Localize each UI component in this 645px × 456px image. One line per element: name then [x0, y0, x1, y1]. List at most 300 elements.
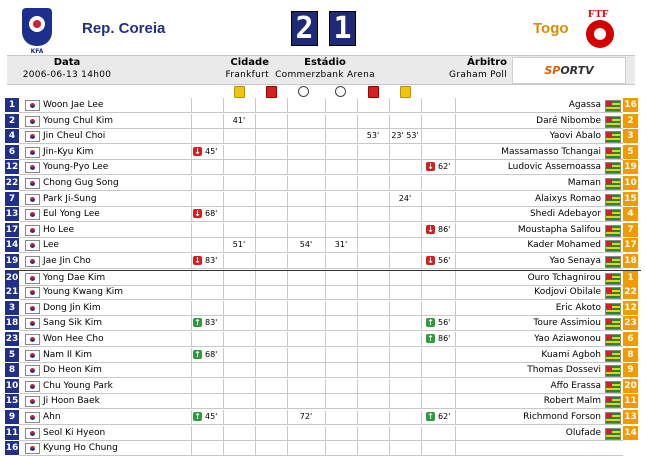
column-divider	[389, 394, 390, 408]
column-divider	[421, 332, 422, 346]
column-divider	[287, 348, 288, 362]
home-shirt-number: 21	[5, 287, 19, 298]
home-player-name[interactable]: Woon Jae Lee	[43, 100, 104, 110]
korea-flag-icon	[25, 256, 40, 267]
away-sub-minute: 62'	[438, 162, 451, 172]
column-divider	[421, 348, 422, 362]
home-player-name[interactable]: Park Ji-Sung	[43, 193, 97, 204]
home-player-name[interactable]: Nam Il Kim	[43, 349, 93, 360]
column-divider	[287, 271, 288, 285]
home-shirt-number: 6	[5, 145, 19, 159]
away-player-name[interactable]: Kader Mohamed	[527, 240, 601, 251]
column-divider	[255, 363, 256, 377]
togo-flag-icon	[605, 303, 621, 315]
home-player-name[interactable]: Young Kwang Kim	[43, 287, 124, 298]
ftf-ball-icon	[586, 20, 614, 48]
column-divider	[255, 98, 256, 112]
column-divider	[421, 363, 422, 377]
away-player-name[interactable]: Yao Aziawonou	[534, 334, 601, 344]
away-player-name[interactable]: Yao Senaya	[549, 256, 601, 266]
home-player-name[interactable]: Dong Jin Kim	[43, 302, 101, 313]
home-shirt-number: 1	[5, 98, 19, 112]
column-divider	[421, 238, 422, 252]
column-divider	[357, 410, 358, 424]
togo-flag-icon	[605, 318, 621, 330]
column-divider	[389, 254, 390, 268]
column-divider	[325, 426, 326, 440]
column-divider	[357, 114, 358, 128]
home-shirt-number: 13	[5, 209, 19, 220]
column-divider	[255, 192, 256, 206]
column-divider	[255, 348, 256, 362]
column-divider	[389, 379, 390, 393]
away-shirt-number: 12	[624, 302, 637, 313]
away-shirt-number: 11	[624, 396, 637, 407]
column-divider	[325, 394, 326, 408]
korea-flag-icon	[25, 131, 40, 142]
column-divider	[421, 394, 422, 408]
column-divider	[325, 98, 326, 112]
column-divider	[421, 379, 422, 393]
column-divider	[357, 223, 358, 237]
column-divider	[287, 192, 288, 206]
korea-flag-icon	[25, 162, 40, 173]
away-player-name[interactable]: Alaixys Romao	[534, 193, 601, 204]
home-shirt-number: 20	[5, 272, 19, 283]
home-shirt-number: 2	[5, 114, 19, 128]
column-divider	[357, 441, 358, 455]
column-divider	[357, 145, 358, 159]
togo-flag-icon	[605, 396, 621, 408]
column-divider	[389, 426, 390, 440]
away-yellow-minute: 24'	[398, 193, 412, 203]
column-divider	[325, 176, 326, 190]
sportv-logo: SPORTV	[512, 57, 626, 84]
home-shirt-number: 18	[5, 318, 19, 329]
away-shirt-number: 16	[624, 100, 637, 110]
togo-flag-icon	[605, 147, 621, 159]
togo-flag-icon	[605, 412, 621, 424]
away-shirt-number: 18	[624, 256, 637, 266]
info-data	[7, 56, 127, 84]
home-player-name[interactable]: Kyung Ho Chung	[43, 443, 118, 454]
away-player-name[interactable]: Maman	[567, 178, 601, 188]
column-divider	[223, 98, 224, 112]
column-divider	[325, 129, 326, 143]
away-red-card-icon	[368, 86, 379, 98]
column-divider	[255, 223, 256, 237]
home-shirt-number: 8	[5, 363, 19, 377]
column-divider	[287, 145, 288, 159]
korea-flag-icon	[25, 334, 40, 345]
away-shirt-number: 7	[623, 223, 638, 237]
kfa-label: KFA	[30, 48, 44, 55]
away-red-minute: 53'	[366, 131, 380, 141]
home-shirt-number: 23	[5, 334, 19, 344]
column-divider	[223, 348, 224, 362]
away-shirt-number: 6	[623, 332, 638, 346]
home-player-name[interactable]: Won Hee Cho	[43, 334, 104, 344]
column-divider	[255, 441, 256, 455]
column-divider	[255, 379, 256, 393]
home-shirt-number: 17	[5, 224, 19, 235]
table-row	[5, 270, 641, 286]
column-divider	[255, 114, 256, 128]
togo-flag-icon	[605, 350, 621, 362]
togo-flag-icon	[605, 100, 621, 112]
column-divider	[255, 426, 256, 440]
away-shirt-number: 20	[624, 380, 637, 391]
togo-flag-icon	[605, 365, 621, 377]
korea-flag-icon	[25, 100, 40, 111]
away-shirt-number: 14	[624, 427, 637, 438]
table-row	[5, 207, 641, 222]
table-row	[5, 394, 641, 409]
away-score: 1	[329, 11, 356, 46]
home-red-card-icon	[266, 86, 277, 98]
korea-flag-icon	[25, 287, 40, 298]
column-divider	[191, 114, 192, 128]
column-divider	[223, 145, 224, 159]
column-divider	[287, 160, 288, 174]
korea-flag-icon	[25, 365, 40, 376]
away-sub-minute: 56'	[438, 318, 451, 328]
column-divider	[421, 129, 422, 143]
away-player-name[interactable]: Daré Nibombe	[536, 115, 601, 126]
column-divider	[223, 363, 224, 377]
away-shirt-number: 15	[624, 193, 637, 204]
away-player-name[interactable]: Toure Assimiou	[533, 318, 601, 329]
togo-flag-icon	[605, 273, 621, 285]
column-divider	[191, 192, 192, 206]
column-divider	[223, 271, 224, 285]
column-divider	[357, 316, 358, 330]
away-player-name[interactable]: Olufade	[565, 427, 601, 438]
column-divider	[389, 363, 390, 377]
togo-flag-icon	[605, 256, 621, 268]
column-divider	[389, 410, 390, 424]
column-divider	[287, 316, 288, 330]
home-shirt-number: 3	[5, 301, 19, 315]
sub-in-arrow-icon: ↑	[194, 412, 201, 421]
column-divider	[223, 332, 224, 346]
column-divider	[357, 348, 358, 362]
column-divider	[255, 271, 256, 285]
home-sub-minute: 83'	[205, 318, 218, 328]
table-row	[5, 285, 641, 300]
column-divider	[389, 332, 390, 346]
home-shirt-number: 14	[5, 240, 19, 251]
korea-flag-icon	[25, 350, 40, 361]
korea-flag-icon	[25, 273, 40, 284]
column-divider	[421, 301, 422, 315]
column-divider	[325, 441, 326, 455]
table-row	[5, 379, 641, 394]
column-divider	[255, 129, 256, 143]
column-divider	[191, 223, 192, 237]
sub-out-arrow-icon: ↓	[427, 224, 434, 234]
home-player-name[interactable]: Chong Gug Song	[43, 178, 119, 188]
info-arbitro-label: Árbitro	[467, 57, 507, 68]
column-divider	[191, 316, 192, 330]
korea-flag-icon	[25, 443, 40, 454]
sub-out-arrow-icon: ↓	[427, 162, 434, 172]
home-player-name[interactable]: Ahn	[43, 412, 61, 422]
sub-out-arrow-icon: ↓	[194, 209, 201, 219]
column-divider	[325, 316, 326, 330]
home-player-name[interactable]: Ho Lee	[43, 224, 75, 235]
column-divider	[389, 285, 390, 299]
away-player-name[interactable]: Shedi Adebayor	[529, 209, 601, 220]
column-divider	[255, 254, 256, 268]
togo-flag-icon	[605, 381, 621, 393]
column-divider	[223, 129, 224, 143]
column-divider	[255, 394, 256, 408]
away-shirt-number: 2	[623, 114, 638, 128]
home-shirt-number: 15	[5, 396, 19, 407]
info-cidade	[157, 56, 269, 84]
korea-flag-icon	[25, 147, 40, 158]
column-divider	[223, 192, 224, 206]
away-sub-minute: 62'	[438, 412, 451, 421]
column-divider	[287, 254, 288, 268]
home-shirt-number: 11	[5, 427, 19, 438]
info-estadio-label: Estádio	[304, 57, 346, 68]
column-divider	[325, 254, 326, 268]
table-row	[5, 145, 641, 160]
korea-flag-icon	[25, 381, 40, 392]
korea-flag-icon	[25, 318, 40, 329]
column-divider	[357, 379, 358, 393]
info-estadio-value: Commerzbank Arena	[275, 70, 375, 80]
column-divider	[255, 145, 256, 159]
column-divider	[389, 238, 390, 252]
column-divider	[389, 301, 390, 315]
korea-flag-icon	[25, 396, 40, 407]
home-shirt-number: 12	[5, 162, 19, 173]
column-divider	[325, 114, 326, 128]
column-divider	[421, 207, 422, 221]
away-player-name[interactable]: Eric Akoto	[555, 302, 601, 313]
home-player-name[interactable]: Eul Yong Lee	[43, 209, 100, 220]
away-player-name[interactable]: Yaovi Abalo	[549, 131, 601, 142]
togo-flag-icon	[605, 428, 621, 440]
away-shirt-number: 1	[623, 271, 638, 285]
column-divider	[389, 207, 390, 221]
sub-in-arrow-icon: ↑	[194, 318, 201, 328]
away-yellow-card-icon	[400, 86, 411, 98]
column-divider	[287, 379, 288, 393]
column-divider	[287, 223, 288, 237]
away-player-name[interactable]: Thomas Dossevi	[527, 365, 601, 376]
column-divider	[421, 441, 422, 455]
table-row	[5, 332, 641, 347]
column-divider	[357, 271, 358, 285]
home-shirt-number: 16	[5, 443, 19, 454]
korea-flag-icon	[25, 303, 40, 314]
column-divider	[223, 426, 224, 440]
column-divider	[325, 410, 326, 424]
home-shirt-number: 22	[5, 178, 19, 188]
column-divider	[357, 285, 358, 299]
column-divider	[421, 254, 422, 268]
away-player-name[interactable]: Affo Erassa	[550, 380, 601, 391]
column-divider	[191, 207, 192, 221]
column-divider	[223, 207, 224, 221]
column-divider	[357, 192, 358, 206]
column-divider	[191, 426, 192, 440]
column-divider	[191, 394, 192, 408]
column-divider	[357, 98, 358, 112]
home-shirt-number: 9	[5, 410, 19, 424]
info-arbitro	[387, 56, 507, 84]
column-divider	[357, 238, 358, 252]
home-player-name[interactable]: Sang Sik Kim	[43, 318, 102, 329]
column-divider	[255, 207, 256, 221]
column-divider	[287, 301, 288, 315]
away-player-name[interactable]: Agassa	[568, 100, 601, 110]
home-player-name[interactable]: Yong Dae Kim	[43, 272, 106, 283]
home-player-name[interactable]: Do Heon Kim	[43, 365, 102, 376]
column-divider	[325, 223, 326, 237]
togo-flag-icon	[605, 225, 621, 237]
sub-out-arrow-icon: ↓	[194, 146, 201, 156]
column-divider	[287, 394, 288, 408]
column-divider	[223, 441, 224, 455]
home-player-name[interactable]: Jae Jin Cho	[43, 256, 91, 266]
column-divider	[191, 129, 192, 143]
column-divider	[325, 348, 326, 362]
home-player-name[interactable]: Jin Cheul Choi	[43, 131, 106, 142]
column-divider	[421, 285, 422, 299]
column-divider	[389, 316, 390, 330]
home-player-name[interactable]: Ji Hoon Baek	[43, 396, 100, 407]
info-cidade-value: Frankfurt	[225, 70, 269, 80]
table-row	[5, 176, 641, 191]
column-divider	[325, 160, 326, 174]
column-divider	[325, 271, 326, 285]
home-player-name[interactable]: Jin-Kyu Kim	[43, 146, 94, 157]
home-player-name[interactable]: Seol Ki Hyeon	[43, 427, 106, 438]
away-team-name: Togo	[533, 20, 569, 37]
togo-flag-icon	[605, 194, 621, 206]
table-row	[5, 316, 641, 331]
korea-flag-icon	[25, 209, 40, 220]
away-player-name[interactable]: Richmond Forson	[523, 412, 601, 422]
table-row	[5, 254, 641, 269]
table-row	[5, 348, 641, 363]
korea-flag-icon	[25, 240, 40, 251]
column-divider	[389, 348, 390, 362]
column-divider	[421, 160, 422, 174]
column-divider	[325, 145, 326, 159]
home-goal-ball-icon	[298, 86, 309, 97]
column-divider	[389, 271, 390, 285]
home-player-name[interactable]: Young-Pyo Lee	[43, 162, 109, 173]
column-divider	[191, 160, 192, 174]
home-goal-minute: 72'	[299, 412, 313, 421]
home-player-name[interactable]: Chu Young Park	[43, 380, 113, 391]
column-divider	[389, 98, 390, 112]
info-cidade-label: Cidade	[230, 57, 269, 68]
away-player-name[interactable]: Robert Malm	[543, 396, 601, 407]
column-divider	[191, 254, 192, 268]
home-shirt-number: 19	[5, 256, 19, 266]
table-row	[5, 114, 641, 129]
away-player-name[interactable]: Ludovic Assemoassa	[507, 162, 601, 173]
column-divider	[255, 160, 256, 174]
table-row	[5, 160, 641, 175]
away-shirt-number: 4	[623, 207, 638, 221]
column-divider	[357, 332, 358, 346]
sub-out-arrow-icon: ↓	[194, 256, 201, 265]
column-divider	[223, 160, 224, 174]
column-divider	[421, 316, 422, 330]
home-player-name[interactable]: Lee	[43, 240, 59, 251]
column-divider	[357, 301, 358, 315]
home-sub-minute: 68'	[205, 349, 218, 359]
column-divider	[191, 348, 192, 362]
home-yellow-minute: 41'	[232, 115, 246, 125]
away-goal-minute: 31'	[334, 240, 348, 250]
home-shirt-number: 7	[5, 192, 19, 206]
home-sub-minute: 45'	[205, 146, 218, 156]
info-arbitro-value: Graham Poll	[449, 70, 507, 80]
table-row	[5, 441, 641, 456]
korea-flag-icon	[25, 225, 40, 236]
column-divider	[287, 129, 288, 143]
column-divider	[325, 192, 326, 206]
table-row	[5, 129, 641, 144]
column-divider	[287, 285, 288, 299]
column-divider	[191, 176, 192, 190]
column-divider	[389, 160, 390, 174]
column-divider	[325, 332, 326, 346]
column-divider	[421, 426, 422, 440]
away-player-name[interactable]: Kuami Agboh	[541, 349, 601, 360]
column-divider	[325, 207, 326, 221]
column-divider	[191, 379, 192, 393]
home-sub-minute: 68'	[205, 209, 218, 219]
korea-flag-icon	[25, 194, 40, 205]
away-player-name[interactable]: Massamasso Tchangai	[501, 146, 601, 157]
column-divider	[455, 441, 456, 455]
column-divider	[287, 363, 288, 377]
away-shirt-number: 13	[624, 412, 637, 422]
column-divider	[191, 301, 192, 315]
column-divider	[223, 254, 224, 268]
column-divider	[191, 238, 192, 252]
away-sub-minute: 86'	[438, 224, 451, 234]
home-sub-minute: 45'	[205, 412, 218, 421]
away-shirt-number: 9	[623, 363, 638, 377]
home-player-name[interactable]: Young Chul Kim	[43, 115, 114, 126]
column-divider	[223, 285, 224, 299]
column-divider	[287, 441, 288, 455]
away-player-name[interactable]: Kodjovi Obilale	[534, 287, 601, 298]
column-divider	[421, 114, 422, 128]
column-divider	[287, 426, 288, 440]
away-sub-minute: 86'	[438, 334, 451, 343]
column-divider	[357, 176, 358, 190]
table-row	[5, 223, 641, 238]
column-divider	[389, 114, 390, 128]
column-divider	[223, 223, 224, 237]
away-player-name[interactable]: Ouro Tchagnirou	[527, 272, 601, 283]
togo-flag-icon	[605, 116, 621, 128]
away-goal-ball-icon	[335, 86, 346, 97]
away-player-name[interactable]: Moustapha Salifou	[517, 224, 601, 235]
